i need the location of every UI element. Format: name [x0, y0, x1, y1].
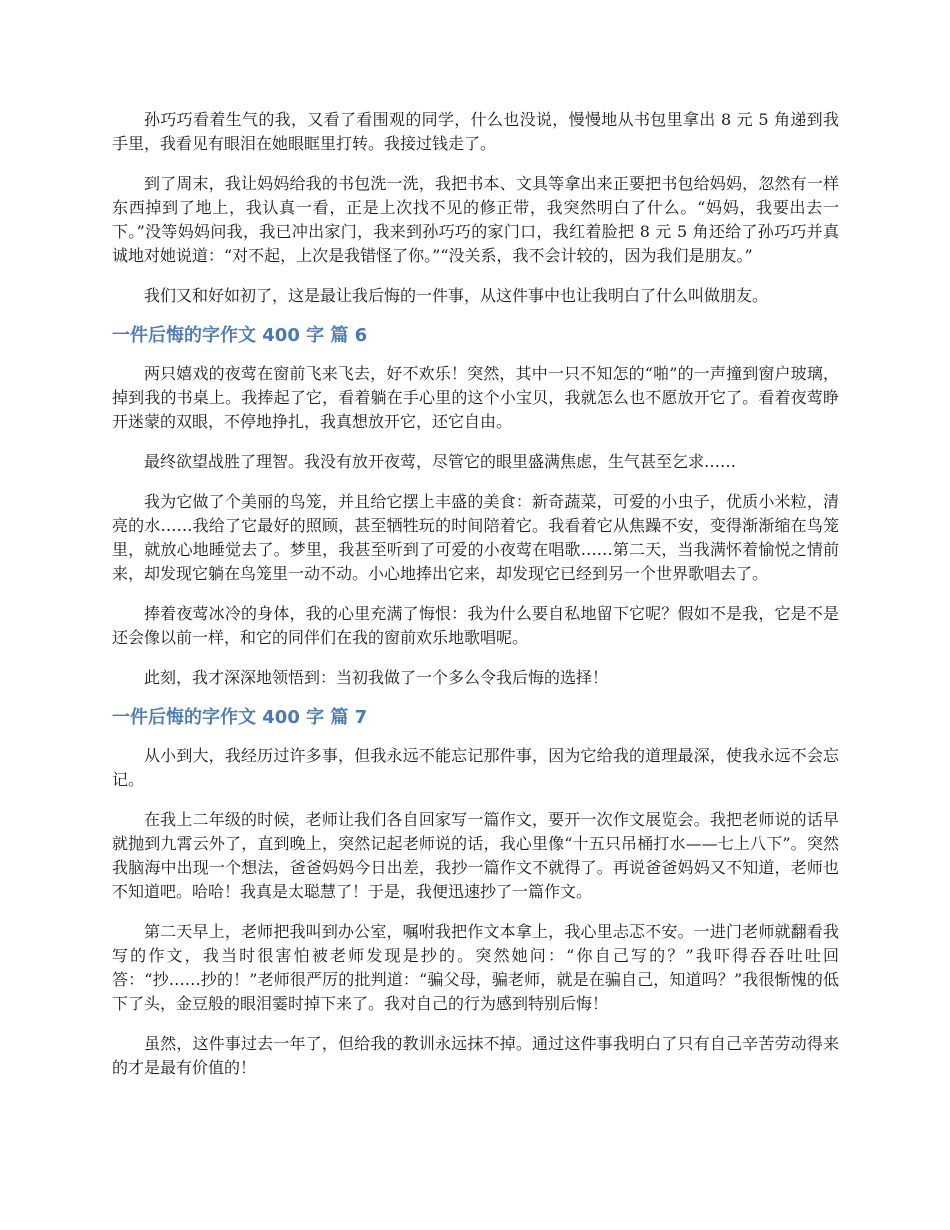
paragraph: 虽然，这件事过去一年了，但给我的教训永远抹不掉。通过这件事我明白了只有自己辛苦劳动得来的才是最有价值的！: [112, 1034, 839, 1077]
section-heading: 一件后悔的字作文 400 字 篇 7: [112, 707, 368, 728]
paragraph: 最终欲望战胜了理智。我没有放开夜莺，尽管它的眼里盛满焦虑，生气甚至乞求……: [144, 452, 737, 471]
paragraph: 到了周末，我让妈妈给我的书包洗一洗，我把书本、文具等拿出来正要把书包给妈妈，忽然有一样东西掉到了地上，我认真一看，正是上次找不见的修正带，我突然明白了什么。“妈妈，我要出去一下。”没等妈妈问我，我已冲出家门，我来到孙巧巧的家门口，我红着脸把 8 元 5 角还给了孙巧巧并真诚地对她说道：“对不起，上次是我错怪了你。”“没关系，我不会计较的，因为我们是朋友。”: [112, 174, 839, 265]
paragraph: 捧着夜莺冰冷的身体，我的心里充满了悔恨：我为什么要自私地留下它呢？假如不是我，它是不是还会像以前一样，和它的同伴们在我的窗前欢乐地歌唱呢。: [112, 604, 839, 647]
paragraph: 从小到大，我经历过许多事，但我永远不能忘记那件事，因为它给我的道理最深，使我永远不会忘记。: [112, 746, 839, 789]
paragraph: 我们又和好如初了，这是最让我后悔的一件事，从这件事中也让我明白了什么叫做朋友。: [144, 286, 769, 305]
section-heading: 一件后悔的字作文 400 字 篇 6: [112, 325, 368, 346]
paragraph: 第二天早上，老师把我叫到办公室，嘱咐我把作文本拿上，我心里忐忑不安。一进门老师就翻看我写的作文，我当时很害怕被老师发现是抄的。突然她问：“你自己写的？”我吓得吞吞吐吐回答：“抄……抄的！”老师很严厉的批判道：“骗父母，骗老师，就是在骗自己，知道吗？”我很惭愧的低下了头，金豆般的眼泪霎时掉下来了。我对自己的行为感到特别后悔！: [112, 922, 839, 1013]
document-page: [112, 108, 839, 1096]
paragraph: 我为它做了个美丽的鸟笼，并且给它摆上丰盛的美食：新奇蔬菜，可爱的小虫子，优质小米粒，清亮的水……我给了它最好的照顾，甚至牺牲玩的时间陪着它。我看着它从焦躁不安，变得渐渐缩在鸟笼里，就放心地睡觉去了。梦里，我甚至听到了可爱的小夜莺在唱歌……第二天，当我满怀着愉悦之情前来，却发现它躺在鸟笼里一动不动。小心地捧出它来，却发现它已经到另一个世界歌唱去了。: [112, 492, 839, 583]
paragraph: 两只嬉戏的夜莺在窗前飞来飞去，好不欢乐！突然，其中一只不知怎的“啪”的一声撞到窗户玻璃，掉到我的书桌上。我捧起了它，看着躺在手心里的这个小宝贝，我就怎么也不愿放开它了。看着夜莺睁开迷蒙的双眼，不停地挣扎，我真想放开它，还它自由。: [112, 364, 839, 431]
paragraph: 在我上二年级的时候，老师让我们各自回家写一篇作文，要开一次作文展览会。我把老师说的话早就抛到九霄云外了，直到晚上，突然记起老师说的话，我心里像“十五只吊桶打水——七上八下”。突然我脑海中出现一个想法，爸爸妈妈今日出差，我抄一篇作文不就得了。再说爸爸妈妈又不知道，老师也不知道吧。哈哈！我真是太聪慧了！于是，我便迅速抄了一篇作文。: [112, 810, 839, 901]
paragraph: 此刻，我才深深地领悟到：当初我做了一个多么令我后悔的选择！: [144, 668, 609, 687]
paragraph: 孙巧巧看着生气的我，又看了看围观的同学，什么也没说，慢慢地从书包里拿出 8 元 5 角递到我手里，我看见有眼泪在她眼眶里打转。我接过钱走了。: [112, 110, 839, 153]
